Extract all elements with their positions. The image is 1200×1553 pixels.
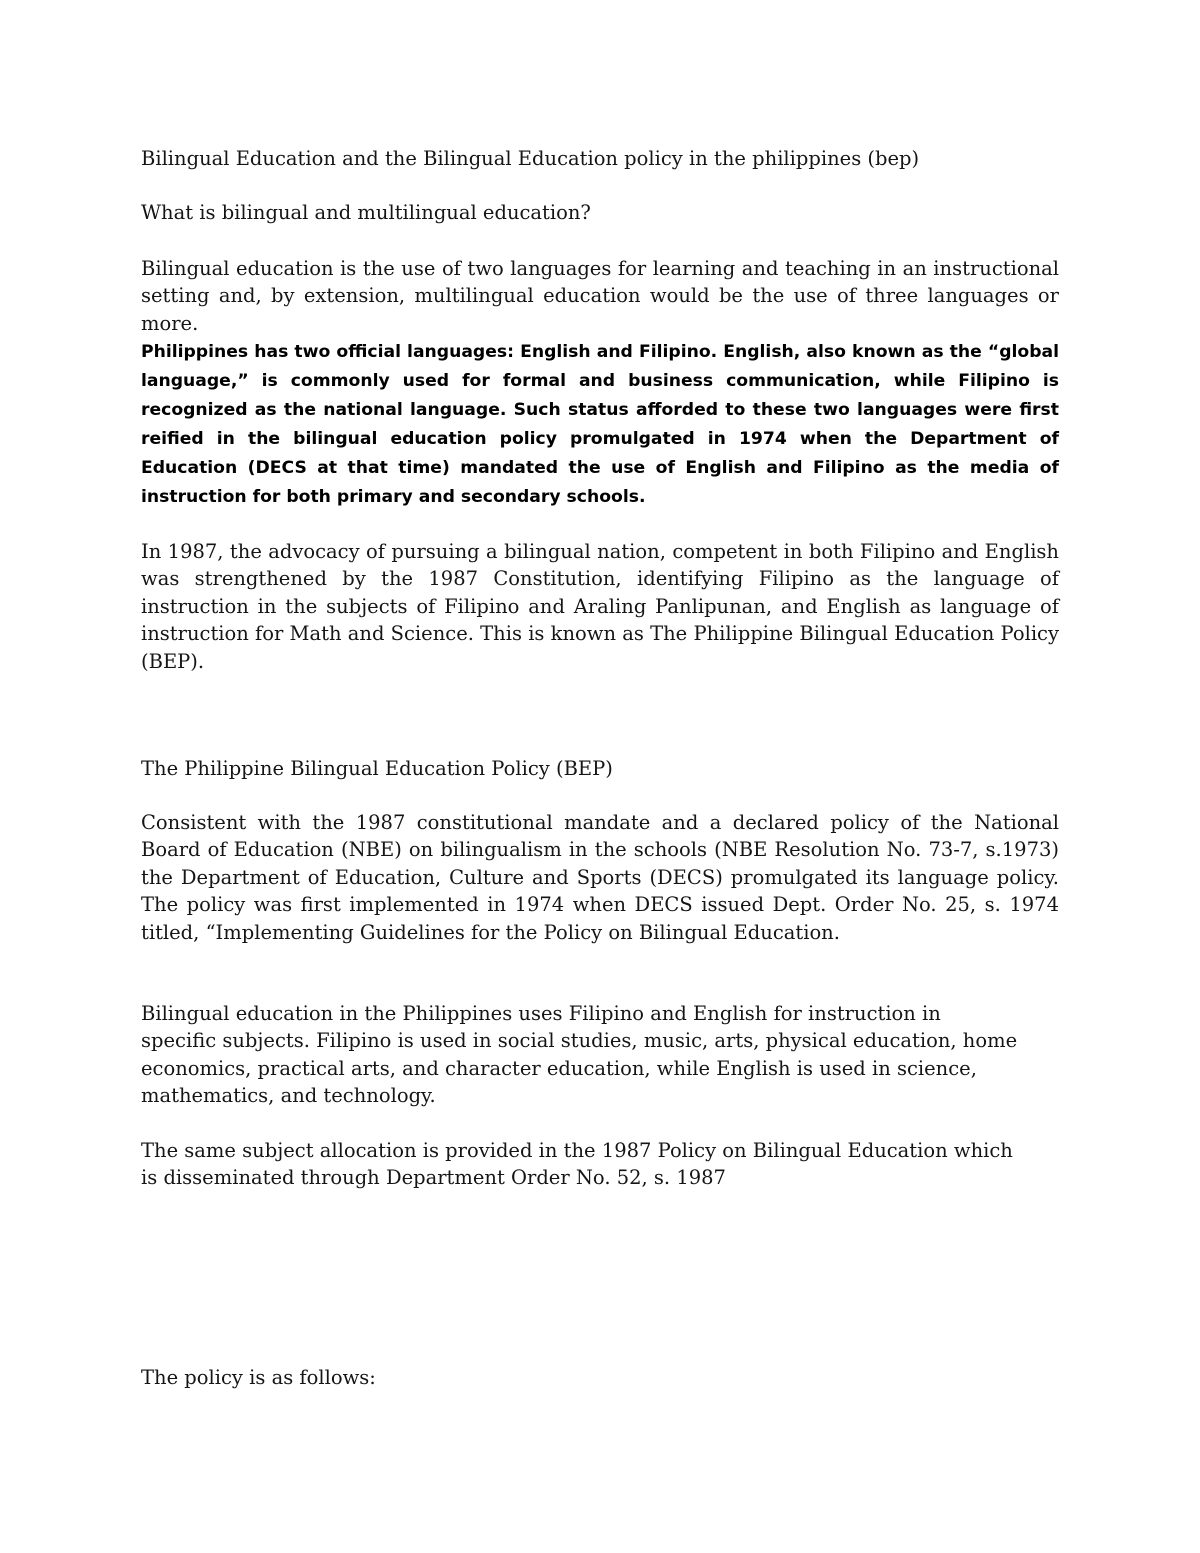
policy-intro: The policy is as follows: [141, 1366, 376, 1389]
definition-paragraph: Bilingual education is the use of two languages for learning and teaching in an instructional setting and, by extension, multilingual education would be the use of three languages or more. [141, 257, 1059, 335]
constitution-paragraph: In 1987, the advocacy of pursuing a bilingual nation, competent in both Filipino and English was strengthened by the 1987 Constitution, identifying Filipino as the language of instruction in the subjects of Filipino and Araling Panlipunan, and English as language of instruction for Math and Science. This is known as The Philippine Bilingual Education Policy (BEP). [141, 540, 1059, 673]
official-languages-paragraph: Philippines has two official languages: English and Filipino. English, also known as the “global language,” is commonly used for formal and business communication, while Filipino is recognized as the national language. Such status afforded to these two languages were first reified in the bilingual education policy promulgated in 1974 when the Department of Education (DECS at that time) mandated the use of English and Filipino as the media of instruction for both primary and secondary schools. [141, 342, 1059, 507]
consistent-paragraph: Consistent with the 1987 constitutional mandate and a declared policy of the National Board of Education (NBE) on bilingualism in the schools (NBE Resolution No. 73-7, s.1973) the Department of Education, Culture and Sports (DECS) promulgated its language policy. The policy was first implemented in 1974 when DECS issued Dept. Order No. 25, s. 1974 titled, “Implementing Guidelines for the Policy on Bilingual Education. [141, 811, 1059, 944]
document-title: Bilingual Education and the Bilingual Education policy in the philippines (bep) [141, 147, 920, 170]
subjects-paragraph: Bilingual education in the Philippines uses Filipino and English for instruction in specific subjects. Filipino is used in social studies, music, arts, physical education, home economics, practical arts, and character education, while English is used in science, mathematics, and technology. [141, 1002, 1018, 1108]
question-heading: What is bilingual and multilingual education? [141, 201, 591, 224]
section-heading: The Philippine Bilingual Education Policy (BEP) [141, 757, 613, 780]
allocation-paragraph: The same subject allocation is provided in the 1987 Policy on Bilingual Education which is disseminated through Department Order No. 52, s. 1987 [141, 1139, 1013, 1190]
